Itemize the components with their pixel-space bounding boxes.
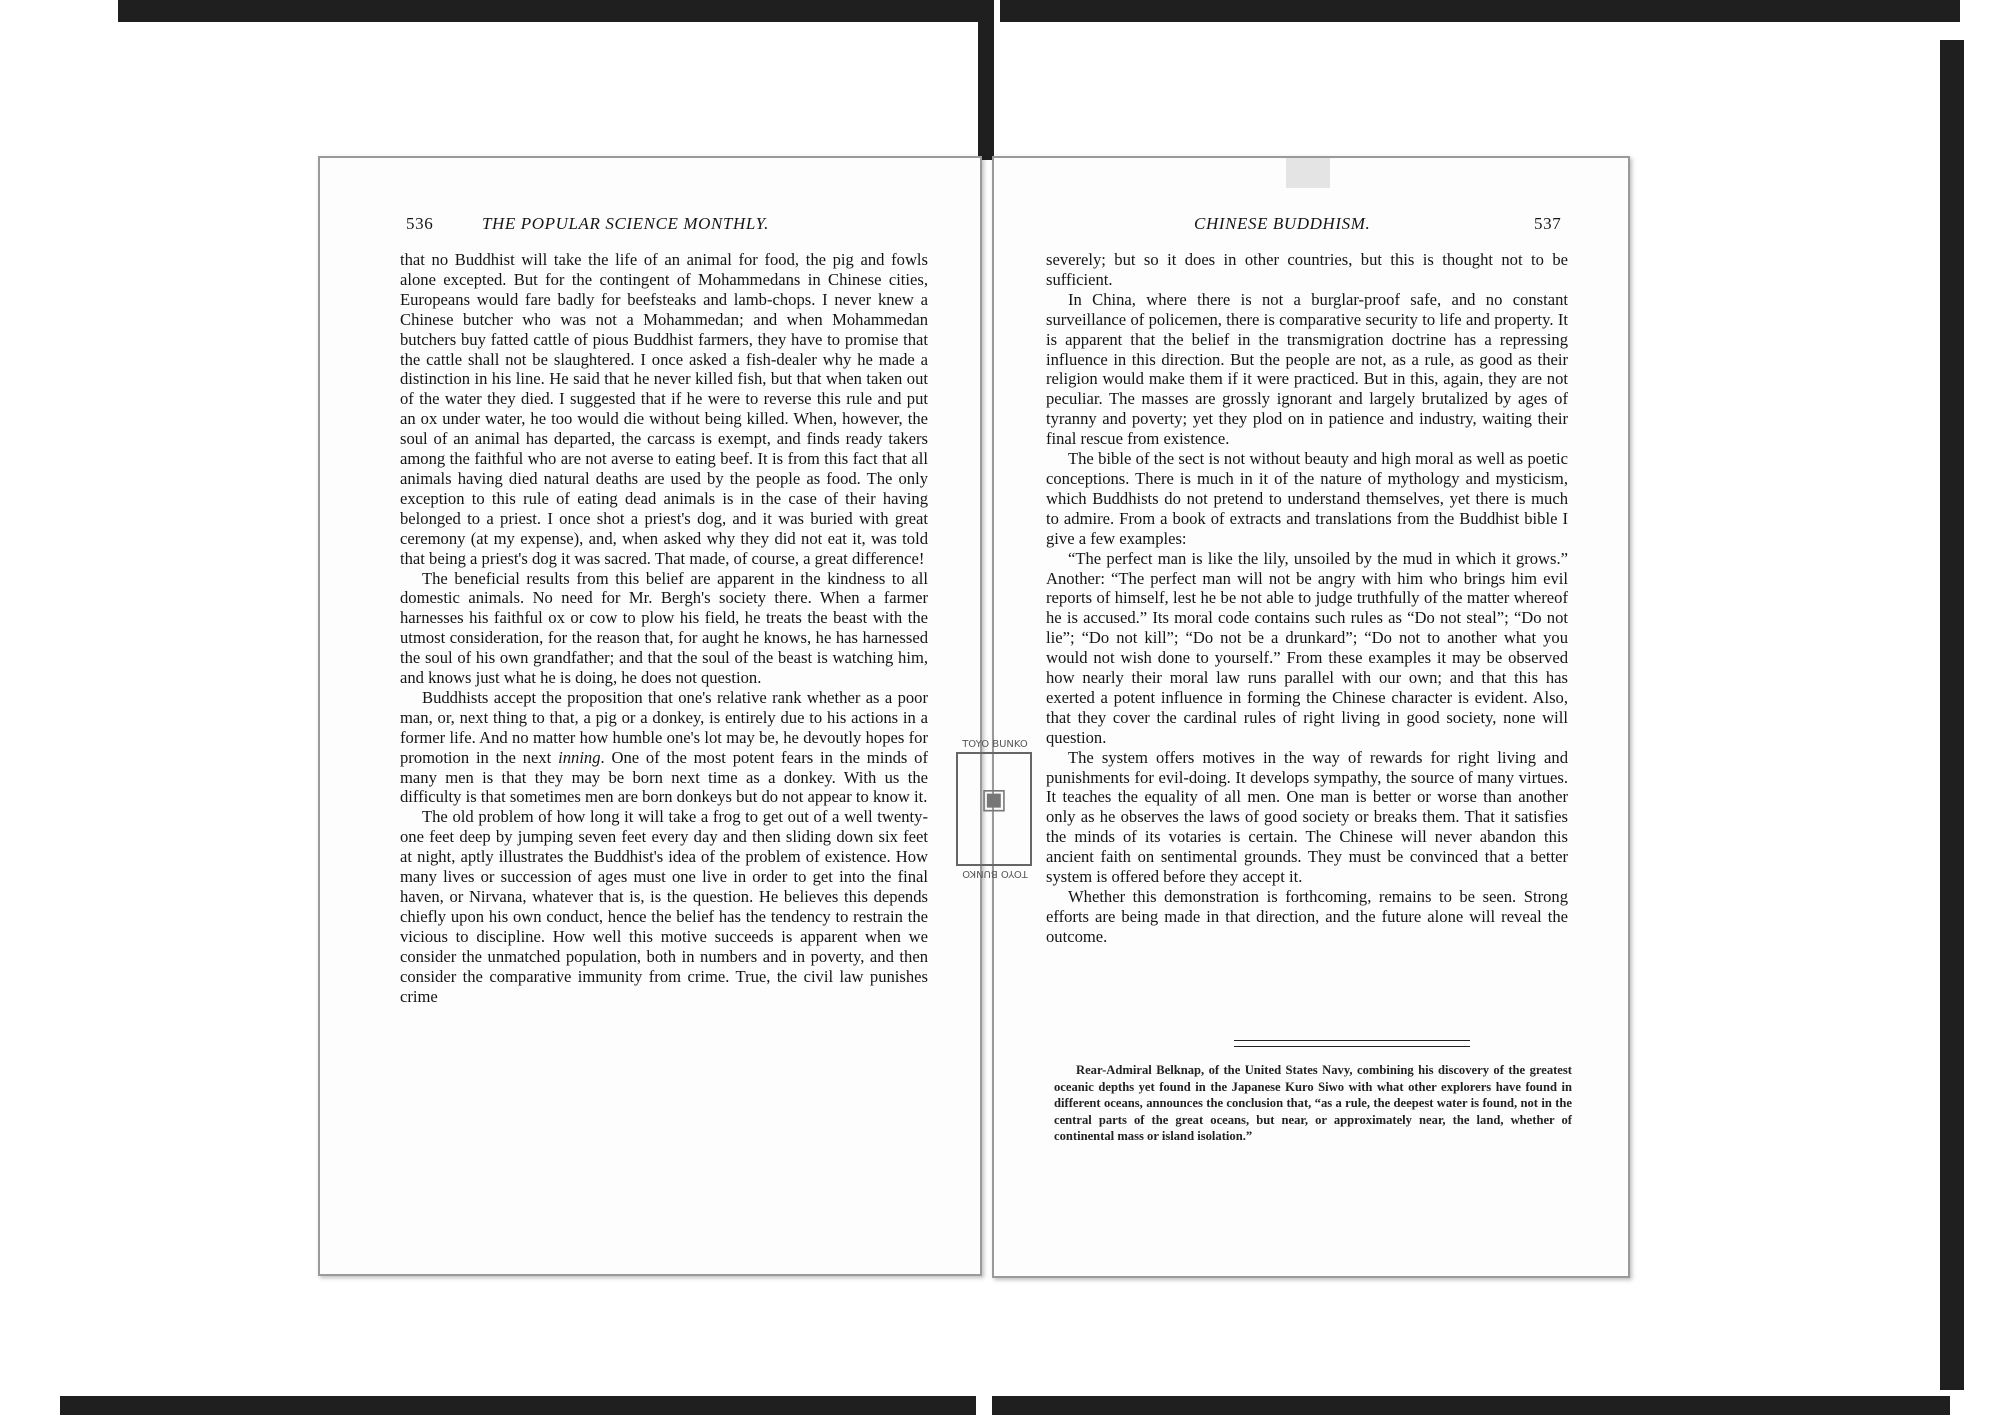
left-paragraph-3 bbox=[400, 688, 928, 807]
left-paragraph-3-start: Buddhists accept the proposition that one's relative rank whether as a poor man, or, next thing to that, a pig or a donkey, is entirely due to his actions in a former life. And no matter how humble one's lot may be, he devoutly hopes for promotion in the next bbox=[400, 687, 928, 767]
right-paragraph-5: The system offers motives in the way of rewards for right living and punishments for evil-doing. It develops sympathy, the source of many virtues. It teaches the equality of all men. One man is better or worse than another only as he observes the laws of good society or breaks them. That it satisfies the minds of its votaries is certain. The Chinese will never abandon this ancient faith on sentimental grounds. They must be convinced that a better system is offered before they accept it. bbox=[1046, 747, 1568, 887]
right-paragraph-6: Whether this demonstration is forthcoming, remains to be seen. Strong efforts are being made in that direction, and the future alone will reveal the outcome. bbox=[1046, 887, 1568, 946]
footnote-divider bbox=[1234, 1040, 1470, 1047]
stamp-seal-icon: ▣ bbox=[980, 782, 1008, 815]
right-page bbox=[992, 156, 1630, 1278]
right-running-head bbox=[1064, 214, 1564, 238]
scan-edge-top-left bbox=[118, 0, 980, 22]
scan-edge-bottom-right bbox=[992, 1396, 1950, 1415]
right-body-text bbox=[1046, 250, 1568, 947]
right-paragraph-2: In China, where there is not a burglar-proof safe, and no constant surveillance of policemen, there is comparative security to life and property. It is apparent that the belief in the transmigration doctrine has a repressing influence in this direction. But the people are not, as a rule, as good as their religion would make them if it were practiced. But in this, again, they are not peculiar. The masses are grossly ignorant and largely brutalized by ages of tyranny and poverty; yet they plod on in patience and industry, waiting their final rescue from existence. bbox=[1046, 289, 1568, 449]
scan-smudge bbox=[1286, 158, 1330, 188]
scan-edge-right bbox=[1940, 40, 1964, 1390]
left-page-number: 536 bbox=[406, 214, 434, 233]
left-paragraph-3-italic: inning bbox=[558, 747, 601, 767]
left-running-title: THE POPULAR SCIENCE MONTHLY. bbox=[482, 214, 769, 233]
stamp-label-bottom: TOYO BUNKO bbox=[962, 868, 1028, 879]
left-page bbox=[318, 156, 982, 1276]
left-paragraph-2: The beneficial results from this belief are apparent in the kindness to all domestic animals. No need for Mr. Bergh's society there. When a farmer harnesses his faithful ox or cow to plow his field, he treats the beast with the utmost consideration, for the reason that, for aught he knows, he has harnessed the soul of his own grandfather; and that the soul of the beast is watching him, and knows just what he is doing, he does not question. bbox=[400, 568, 928, 688]
footnote bbox=[1054, 1062, 1572, 1145]
left-paragraph-3-end: . One of the most potent fears in the minds of many men is that they may be born next time as a donkey. With us the difficulty is that sometimes men are born donkeys but do not appear to know it. bbox=[400, 747, 929, 807]
scan-edge-gutter bbox=[978, 0, 994, 160]
right-paragraph-4: “The perfect man is like the lily, unsoiled by the mud in which it grows.” Another: “The perfect man will not be angry with him who brings him evil reports of himself, lest he be not able to judge truthfully of the matter whereof he is accused.” Its moral code contains such rules as “Do not steal”; “Do not lie”; “Do not kill”; “Do not be a drunkard”; “Do not to another what you would not wish done to yourself.” From these examples it may be observed how nearly their moral law runs parallel with our own; and that this has exerted a potent influence in forming the Chinese character is evident. Also, that they cover the cardinal rules of right living in good society, none will question. bbox=[1046, 548, 1568, 747]
right-paragraph-1: severely; but so it does in other countries, but this is thought not to be sufficient. bbox=[1046, 250, 1568, 289]
stamp-label-top: TOYO BUNKO bbox=[962, 739, 1028, 750]
right-page-number: 537 bbox=[1534, 214, 1562, 233]
left-body-text bbox=[400, 250, 928, 1006]
footnote-text: Rear-Admiral Belknap, of the United States Navy, combining his discovery of the greatest oceanic depths yet found in the Japanese Kuro Siwo with what other explorers have found in different oceans, announces the conclusion that, “as a rule, the deepest water is found, not in the central parts of the great oceans, but near, or approximately near, the land, whether of continental mass or island isolation.” bbox=[1054, 1063, 1572, 1144]
scan-edge-bottom-left bbox=[60, 1396, 976, 1415]
left-paragraph-4: The old problem of how long it will take a frog to get out of a well twenty-one feet deep by jumping seven feet every day and then sliding down six feet at night, aptly illustrates the Buddhist's idea of the problem of existence. How many lives or succession of ages must one live in order to get into the final haven, or Nirvana, whatever that is, is the question. He believes this depends chiefly upon his own conduct, hence the belief has the tendency to restrain the vicious to discipline. How well this motive succeeds is apparent when we consider the unmatched population, both in numbers and in poverty, and then consider the comparative immunity from crime. True, the civil law punishes crime bbox=[400, 807, 928, 1006]
right-paragraph-3: The bible of the sect is not without beauty and high moral as well as poetic conceptions. There is much in it of the nature of mythology and mysticism, which Buddhists do not pretend to understand themselves, yet there is much to admire. From a book of extracts and translations from the Buddhist bible I give a few examples: bbox=[1046, 449, 1568, 548]
right-running-title: CHINESE BUDDHISM. bbox=[1194, 214, 1371, 233]
library-stamp bbox=[956, 739, 1032, 879]
scan-edge-top-right bbox=[1000, 0, 1960, 22]
left-running-head bbox=[406, 214, 926, 238]
left-paragraph-1: that no Buddhist will take the life of an animal for food, the pig and fowls alone excepted. But for the contingent of Mohammedans in Chinese cities, Europeans would fare badly for beefsteaks and lamb-chops. I never knew a Chinese butcher who was not a Mohammedan; and when Mohammedan butchers buy fatted cattle of pious Buddhist farmers, they have to promise that the cattle shall not be slaughtered. I once asked a fish-dealer why he made a distinction in his line. He said that he never killed fish, but that when taken out of the water they died. I suggested that if he were to reverse this rule and put an ox under water, he too would die without being killed. When, however, the soul of an animal has departed, the carcass is exempt, and finds ready takers among the faithful who are not averse to eating beef. It is from this fact that all animals having died natural deaths are used by the people as food. The only exception to this rule of eating dead animals is in the case of their having belonged to a priest. I once shot a priest's dog, and it was buried with great ceremony (at my expense), and, when asked why they did not eat it, was told that being a priest's dog it was sacred. That made, of course, a great difference! bbox=[400, 250, 928, 568]
